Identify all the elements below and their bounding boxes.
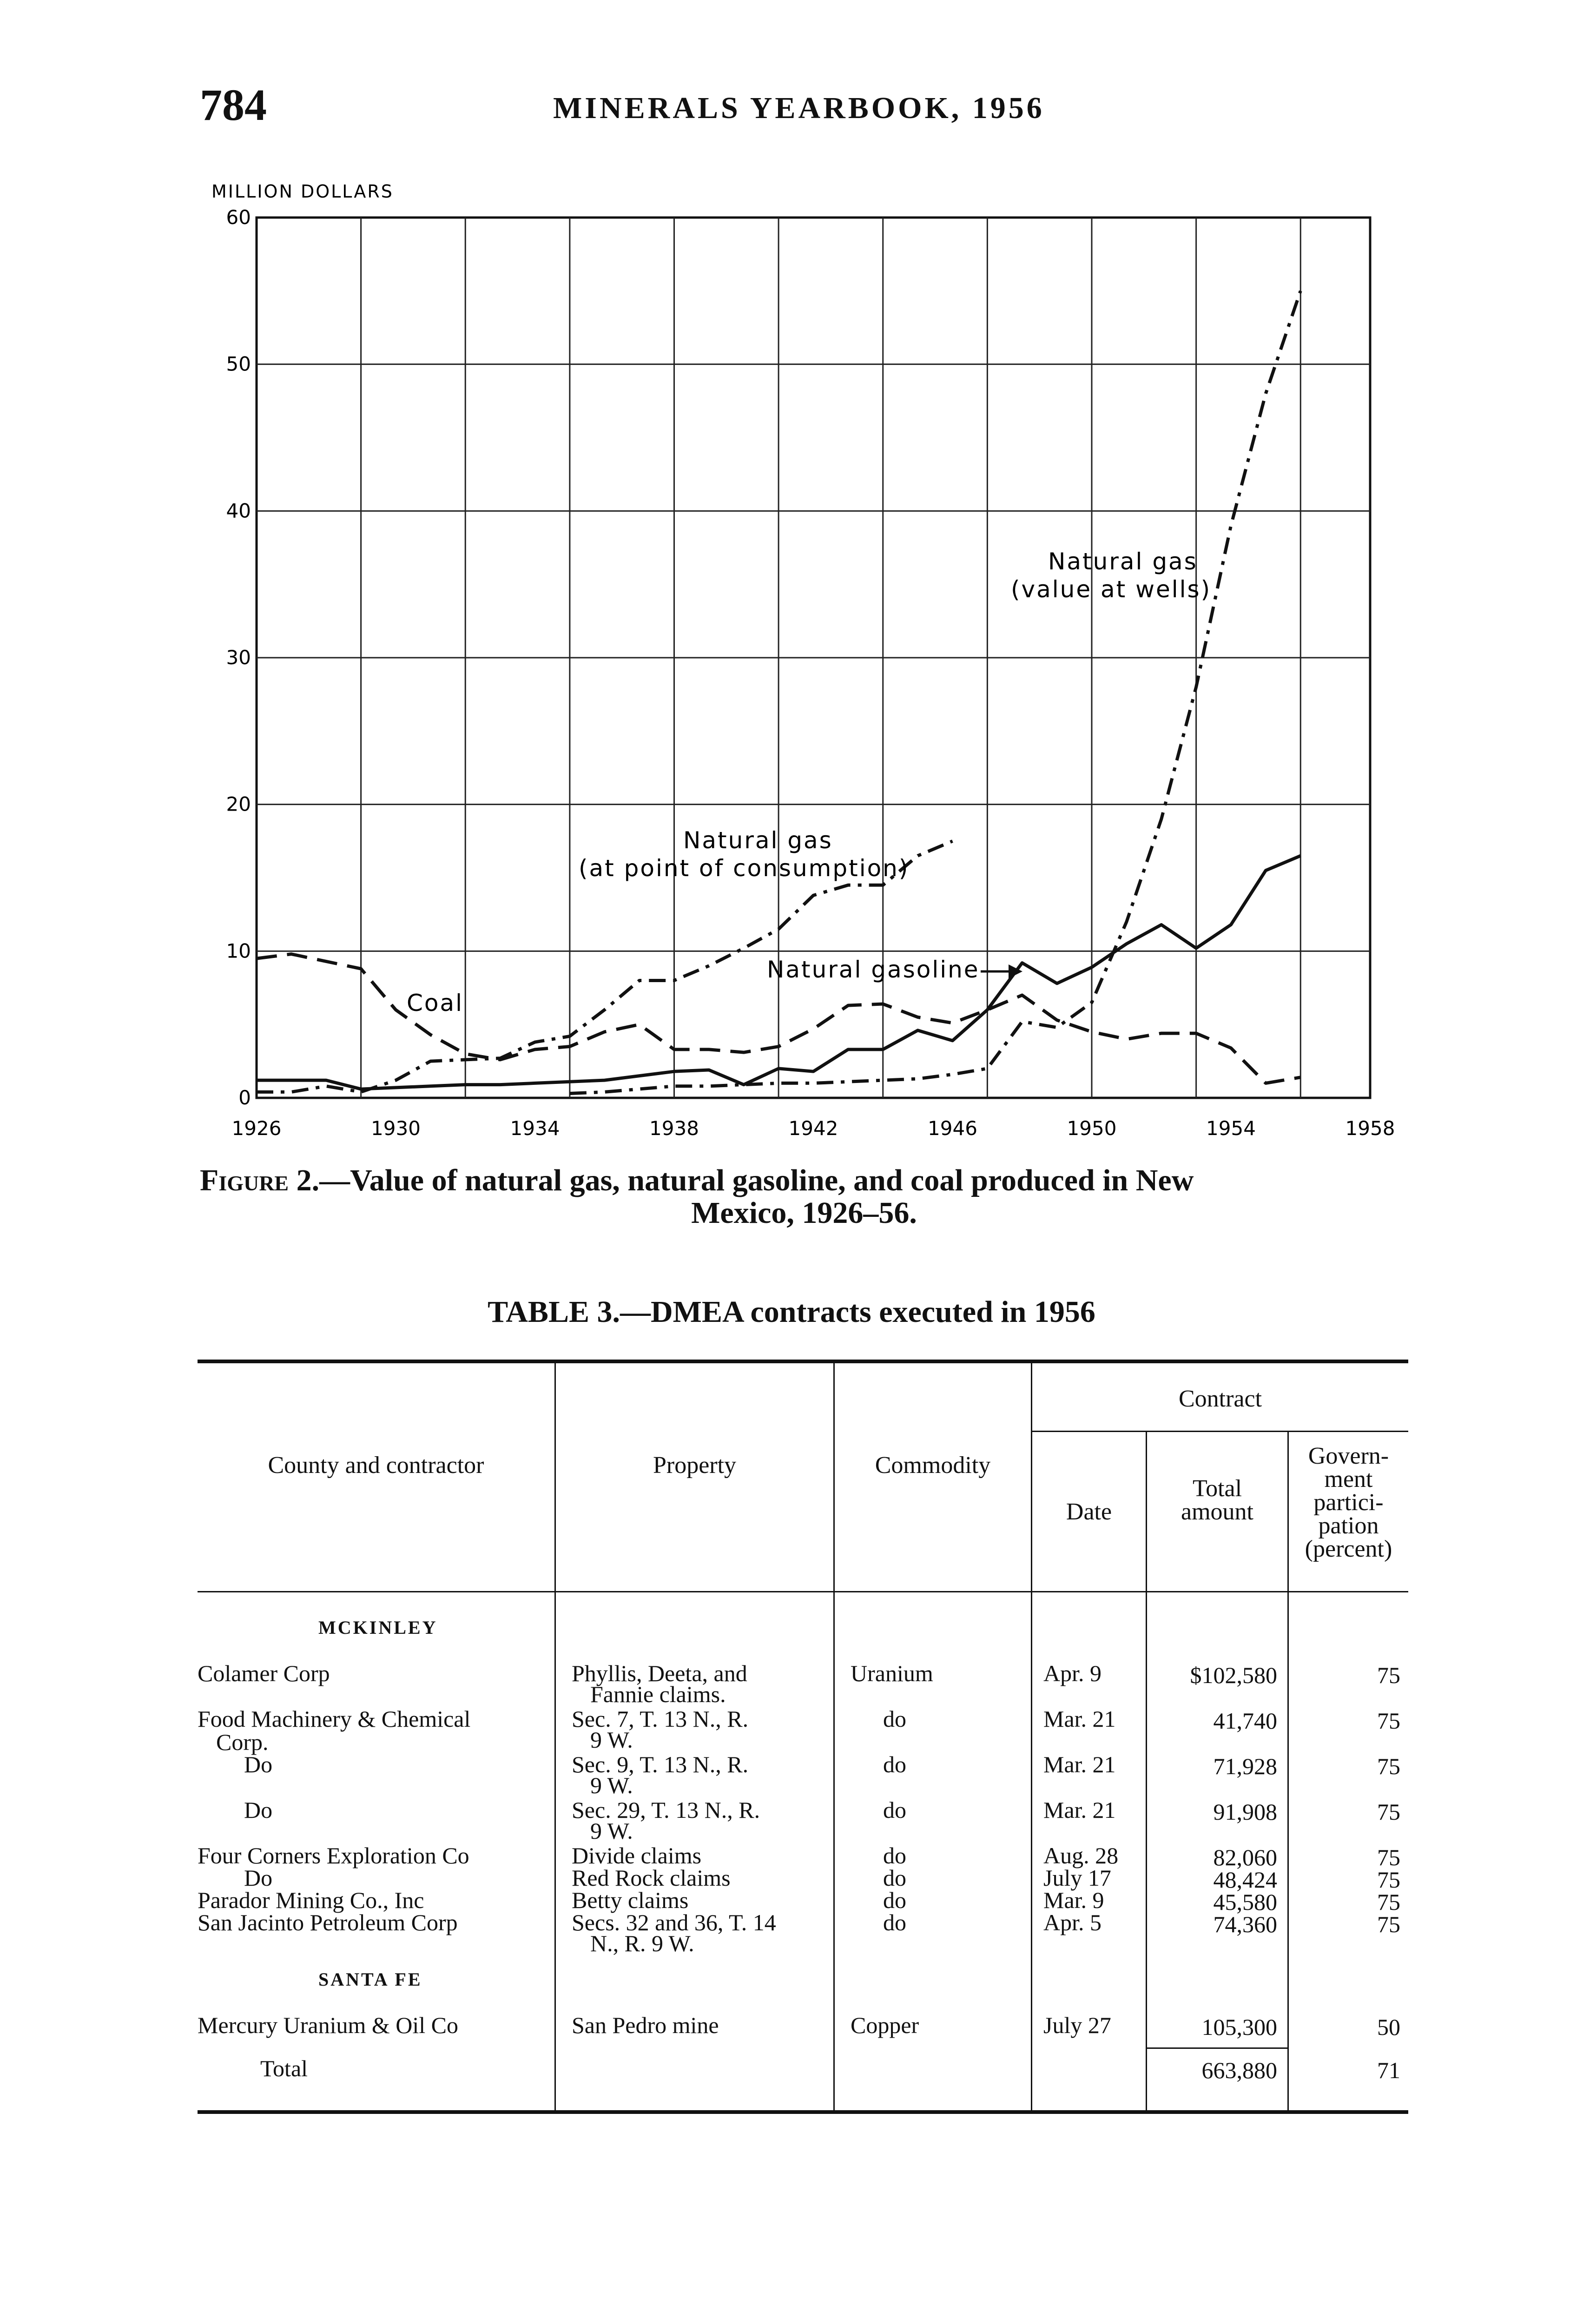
contract-subhead-rule xyxy=(1031,1431,1408,1432)
row-commodity: do xyxy=(883,1706,906,1732)
row-percent: 75 xyxy=(1377,1799,1400,1825)
row-date: Mar. 9 xyxy=(1043,1887,1104,1913)
row-amount: 82,060 xyxy=(1213,1844,1277,1870)
annotation-gas-wells-line1: Natural gas xyxy=(1048,548,1198,575)
total-amount-rule xyxy=(1147,2047,1287,2049)
row-property: Divide claims xyxy=(572,1842,702,1868)
y-tick-label: 50 xyxy=(226,352,251,376)
row-commodity: do xyxy=(883,1909,906,1935)
row-percent: 75 xyxy=(1377,1889,1400,1915)
row-amount: 48,424 xyxy=(1213,1867,1277,1893)
row-property-cont: 9 W. xyxy=(590,1818,633,1844)
y-tick-label: 40 xyxy=(226,499,251,522)
header-county-contractor: County and contractor xyxy=(268,1452,484,1479)
caption-line-1: —Value of natural gas, natural gasoline, and coal produced in New xyxy=(319,1163,1194,1197)
row-date: Mar. 21 xyxy=(1043,1797,1116,1823)
row-amount: 41,740 xyxy=(1213,1708,1277,1734)
annotation-coal: Coal xyxy=(407,990,464,1017)
row-date: July 17 xyxy=(1043,1865,1111,1891)
row-date: Mar. 21 xyxy=(1043,1706,1116,1732)
header-date: Date xyxy=(1066,1499,1112,1525)
row-property-cont: N., R. 9 W. xyxy=(590,1930,694,1956)
row-property-cont: 9 W. xyxy=(590,1727,633,1753)
row-contractor: Parador Mining Co., Inc xyxy=(198,1887,424,1913)
x-tick-label: 1958 xyxy=(1345,1117,1395,1140)
running-title: MINERALS YEARBOOK, 1956 xyxy=(553,91,1045,125)
row-percent: 75 xyxy=(1377,1662,1400,1688)
total-label: Total xyxy=(260,2055,308,2081)
header-total-amount-1: Total xyxy=(1192,1475,1242,1502)
row-property: Betty claims xyxy=(572,1887,689,1913)
header-govt-participation-1: Govern- xyxy=(1308,1443,1389,1469)
header-property: Property xyxy=(653,1452,737,1479)
header-govt-participation-3: partici- xyxy=(1313,1489,1384,1516)
row-amount: 71,928 xyxy=(1213,1753,1277,1779)
x-tick-label: 1954 xyxy=(1206,1117,1256,1140)
row-date: Mar. 21 xyxy=(1043,1751,1116,1777)
row-amount: 91,908 xyxy=(1213,1799,1277,1825)
row-property: Sec. 9, T. 13 N., R. xyxy=(572,1751,749,1777)
x-tick-label: 1938 xyxy=(649,1117,699,1140)
row-commodity: do xyxy=(883,1842,906,1868)
y-tick-label: 0 xyxy=(238,1086,251,1109)
row-amount: 45,580 xyxy=(1213,1889,1277,1915)
row-amount: 105,300 xyxy=(1201,2014,1277,2040)
row-percent: 75 xyxy=(1377,1911,1400,1937)
row-date: July 27 xyxy=(1043,2012,1111,2038)
row-amount: 74,360 xyxy=(1213,1911,1277,1937)
row-percent: 50 xyxy=(1377,2014,1400,2040)
row-commodity: do xyxy=(883,1797,906,1823)
header-contract: Contract xyxy=(1178,1386,1262,1412)
row-property: Secs. 32 and 36, T. 14 xyxy=(572,1909,776,1935)
row-contractor: San Jacinto Petroleum Corp xyxy=(198,1909,458,1935)
y-tick-label: 20 xyxy=(226,792,251,816)
row-amount: $102,580 xyxy=(1190,1662,1277,1688)
row-contractor-cont: Corp. xyxy=(216,1729,269,1755)
column-rule xyxy=(1031,1363,1032,2110)
y-tick-label: 10 xyxy=(226,939,251,963)
header-govt-participation-2: ment xyxy=(1324,1466,1373,1492)
row-date: Apr. 9 xyxy=(1043,1660,1102,1686)
row-property: San Pedro mine xyxy=(572,2012,719,2038)
table-bottom-rule xyxy=(198,2110,1408,2114)
caption-line-2: Mexico, 1926–56. xyxy=(691,1196,917,1230)
row-contractor: Four Corners Exploration Co xyxy=(198,1842,469,1868)
row-property: Red Rock claims xyxy=(572,1865,731,1891)
section-mckinley: MCKINLEY xyxy=(318,1617,438,1638)
row-date: Aug. 28 xyxy=(1043,1842,1119,1868)
table-title: TABLE 3.—DMEA contracts executed in 1956 xyxy=(488,1295,1095,1329)
row-property: Sec. 29, T. 13 N., R. xyxy=(572,1797,760,1823)
total-percent: 71 xyxy=(1377,2057,1400,2083)
row-commodity: Uranium xyxy=(851,1660,933,1686)
annotation-gas-consumption-line1: Natural gas xyxy=(683,827,833,854)
x-tick-label: 1926 xyxy=(231,1117,282,1140)
row-percent: 75 xyxy=(1377,1867,1400,1893)
row-contractor: Do xyxy=(244,1751,273,1777)
y-axis-unit-label: MILLION DOLLARS xyxy=(211,181,394,202)
row-property: Phyllis, Deeta, and xyxy=(572,1660,747,1686)
row-contractor: Do xyxy=(244,1797,273,1823)
x-tick-label: 1930 xyxy=(371,1117,421,1140)
row-property-cont: 9 W. xyxy=(590,1772,633,1798)
row-commodity: do xyxy=(883,1887,906,1913)
row-percent: 75 xyxy=(1377,1753,1400,1779)
row-commodity: do xyxy=(883,1751,906,1777)
annotation-natural-gasoline: Natural gasoline xyxy=(767,956,980,983)
row-commodity: Copper xyxy=(851,2012,919,2038)
y-tick-label: 30 xyxy=(226,646,251,669)
header-total-amount-2: amount xyxy=(1181,1499,1253,1525)
table-top-rule xyxy=(198,1360,1408,1363)
header-commodity: Commodity xyxy=(875,1452,991,1479)
annotation-gas-consumption-line2: (at point of consumption) xyxy=(579,855,910,882)
row-percent: 75 xyxy=(1377,1844,1400,1870)
row-date: Apr. 5 xyxy=(1043,1909,1102,1935)
row-contractor: Mercury Uranium & Oil Co xyxy=(198,2012,459,2038)
x-tick-label: 1946 xyxy=(928,1117,977,1140)
row-commodity: do xyxy=(883,1865,906,1891)
annotation-gas-wells-line2: (value at wells) xyxy=(1011,576,1212,603)
header-govt-participation-4: pation xyxy=(1318,1512,1379,1539)
row-contractor: Do xyxy=(244,1865,273,1891)
total-amount: 663,880 xyxy=(1201,2057,1277,2083)
header-bottom-rule xyxy=(198,1591,1408,1592)
row-contractor: Food Machinery & Chemical xyxy=(198,1706,471,1732)
header-govt-participation-5: (percent) xyxy=(1305,1536,1392,1562)
row-contractor: Colamer Corp xyxy=(198,1660,330,1686)
row-percent: 75 xyxy=(1377,1708,1400,1734)
section-santa-fe: SANTA FE xyxy=(318,1969,422,1990)
x-tick-label: 1950 xyxy=(1067,1117,1117,1140)
row-property-cont: Fannie claims. xyxy=(590,1681,726,1707)
page-number: 784 xyxy=(200,80,267,130)
figure-label: Figure 2. xyxy=(200,1163,320,1197)
row-property: Sec. 7, T. 13 N., R. xyxy=(572,1706,749,1732)
x-tick-label: 1934 xyxy=(510,1117,560,1140)
x-tick-label: 1942 xyxy=(788,1117,838,1140)
y-tick-label: 60 xyxy=(226,206,251,229)
